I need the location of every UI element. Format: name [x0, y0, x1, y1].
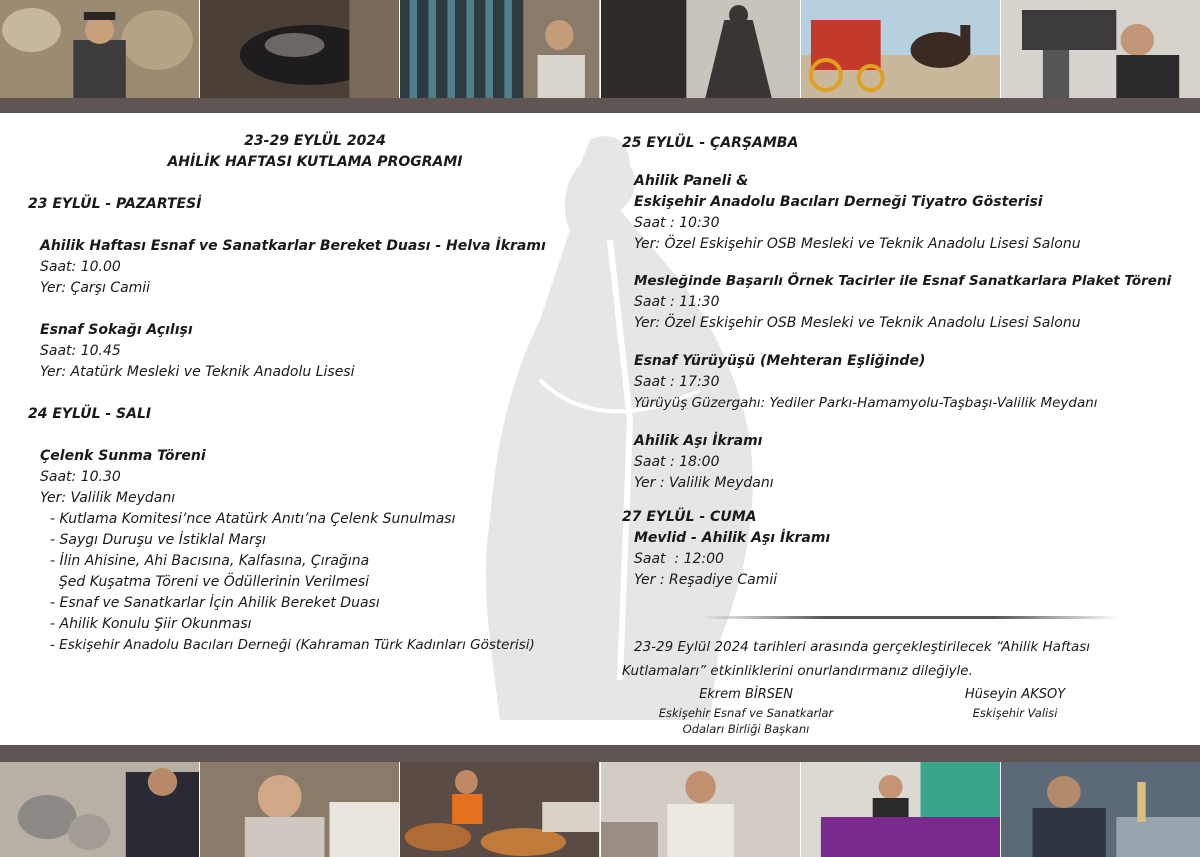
invitation-line: 23-29 Eylül 2024 tarihleri arasında gerçekleştirilecek “Ahilik Haftası [634, 639, 1091, 655]
photo-quilt-maker [801, 762, 1001, 857]
photo-bearded-craftsman [200, 762, 400, 857]
event-time: Saat : 17:30 [634, 374, 720, 390]
event-place: Yer: Özel Eskişehir OSB Mesleki ve Teknik Anadolu Lisesi Salonu [634, 315, 1081, 331]
invitation-line: Kutlamaları” etkinliklerini onurlandırmanız dileğiyle. [622, 663, 973, 679]
ceremony-item: - Esnaf ve Sanatkarlar İçin Ahilik Bereket Duası [50, 595, 380, 611]
signatory-title: Eskişehir Esnaf ve Sanatkarlar [658, 706, 834, 720]
ceremony-item: - Saygı Duruşu ve İstiklal Marşı [50, 532, 267, 548]
day-heading-23: 23 EYLÜL - PAZARTESİ [28, 196, 202, 212]
event-title: Eskişehir Anadolu Bacıları Derneği Tiyatro Gösterisi [634, 194, 1043, 210]
bottom-photo-strip [0, 762, 1200, 857]
event-place: Yer : Valilik Meydanı [634, 475, 774, 491]
event-place: Yer: Çarşı Camii [40, 280, 151, 296]
event-title: Esnaf Sokağı Açılışı [40, 322, 193, 338]
top-photo-strip [0, 0, 1200, 98]
photo-mechanic-repair [1001, 762, 1200, 857]
signatory-title: Odaları Birliği Başkanı [682, 722, 810, 736]
photo-horse-carriage [801, 0, 1001, 98]
event-place: Yer: Özel Eskişehir OSB Mesleki ve Teknik Anadolu Lisesi Salonu [634, 236, 1081, 252]
event-place: Yer: Atatürk Mesleki ve Teknik Anadolu Lisesi [40, 364, 355, 380]
ceremony-item: - Kutlama Komitesi’nce Atatürk Anıtı’na Çelenk Sunulması [50, 511, 456, 527]
signatory-name: Ekrem BİRSEN [699, 687, 793, 702]
ceremony-item: - Eskişehir Anadolu Bacıları Derneği (Kahraman Türk Kadınları Gösterisi) [50, 637, 535, 653]
photo-simit-baker [400, 762, 600, 857]
event-place: Yürüyüş Güzergahı: Yediler Parkı-Hamamyolu-Taşbaşı-Valilik Meydanı [634, 395, 1098, 411]
photo-silver-work [200, 0, 400, 98]
event-time: Saat: 10.30 [40, 469, 121, 485]
signatory-name: Hüseyin AKSOY [964, 687, 1066, 702]
event-time: Saat: 10.00 [40, 259, 121, 275]
ceremony-item: - İlin Ahisine, Ahi Bacısına, Kalfasına, Çırağına [50, 553, 370, 569]
day-heading-27: 27 EYLÜL - CUMA [622, 509, 757, 525]
photo-copper-pots [0, 762, 200, 857]
event-time: Saat : 10:30 [634, 215, 720, 231]
day-heading-24: 24 EYLÜL - SALI [28, 406, 152, 422]
divider-line [700, 616, 1120, 619]
photo-leather-worker [601, 762, 801, 857]
event-title: Ahilik Aşı İkramı [634, 433, 763, 449]
event-time: Saat: 10.45 [40, 343, 121, 359]
event-title: Ahilik Haftası Esnaf ve Sanatkarlar Bereket Duası - Helva İkramı [40, 238, 546, 254]
photo-bead-stall [400, 0, 600, 98]
bottom-band [0, 745, 1200, 762]
top-band [0, 98, 1200, 113]
event-title: Mesleğinde Başarılı Örnek Tacirler ile Esnaf Sanatkarlara Plaket Töreni [634, 273, 1172, 289]
ceremony-item: Şed Kuşatma Töreni ve Ödüllerinin Verilmesi [50, 574, 370, 590]
photo-sewing-machine [1001, 0, 1200, 98]
event-place: Yer: Valilik Meydanı [40, 490, 176, 506]
program-title: AHİLİK HAFTASI KUTLAMA PROGRAMI [167, 154, 463, 170]
event-title: Çelenk Sunma Töreni [40, 448, 206, 464]
day-heading-25: 25 EYLÜL - ÇARŞAMBA [622, 135, 799, 151]
event-time: Saat : 18:00 [634, 454, 720, 470]
ceremony-item: - Ahilik Konulu Şiir Okunması [50, 616, 252, 632]
program-date-range: 23-29 EYLÜL 2024 [244, 133, 386, 149]
event-title: Mevlid - Ahilik Aşı İkramı [634, 530, 831, 546]
event-title: Esnaf Yürüyüşü (Mehteran Eşliğinde) [634, 353, 926, 369]
event-time: Saat : 12:00 [634, 551, 724, 567]
photo-craftsman-with-baskets [0, 0, 200, 98]
photo-workers-silhouette [601, 0, 801, 98]
signatory-title: Eskişehir Valisi [972, 706, 1058, 720]
event-place: Yer : Reşadiye Camii [634, 572, 778, 588]
event-title: Ahilik Paneli & [634, 173, 749, 189]
event-time: Saat : 11:30 [634, 294, 720, 310]
